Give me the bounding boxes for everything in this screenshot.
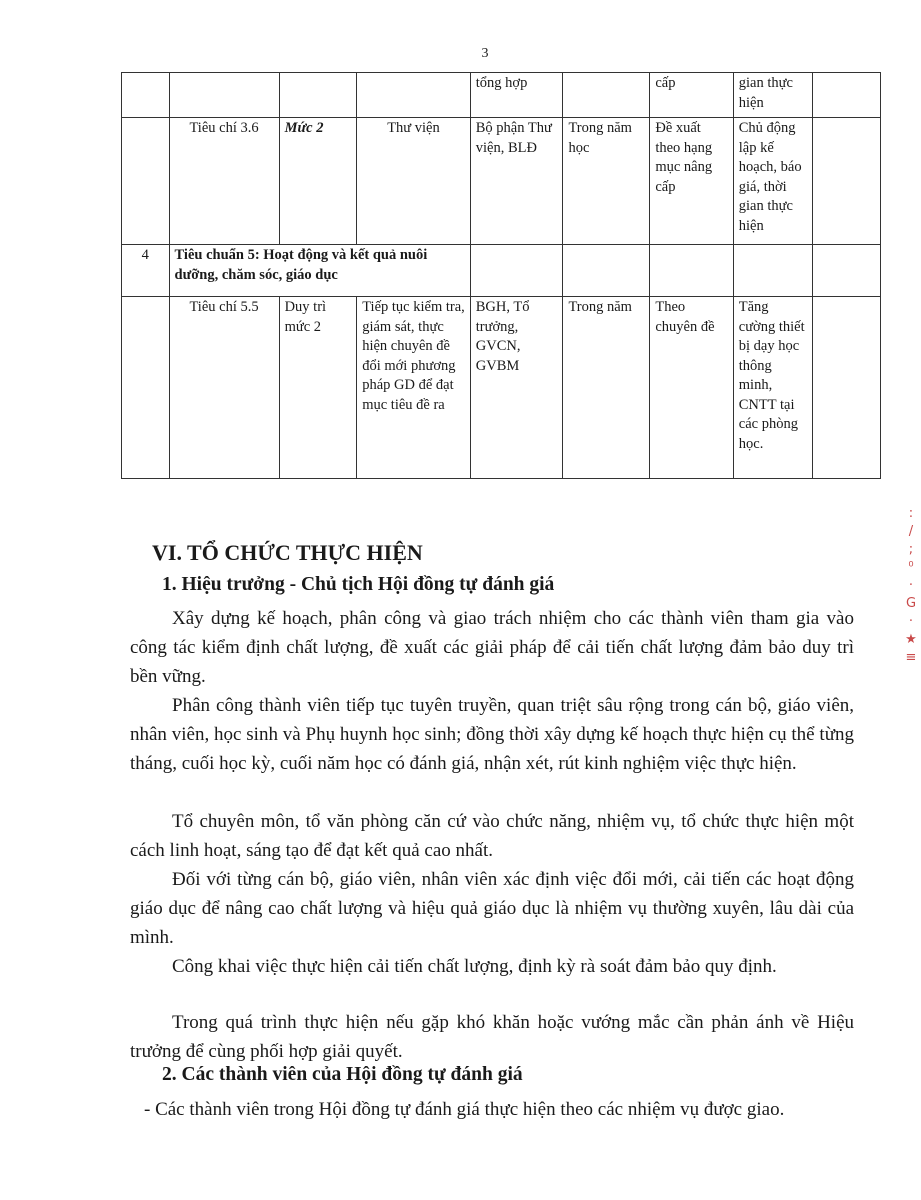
section-title: VI. TỔ CHỨC THỰC HIỆN	[152, 540, 423, 565]
paragraph: Xây dựng kế hoạch, phân công và giao trách nhiệm cho các thành viên tham gia vào công tác kiểm định chất lượng, đề xuất các giải pháp để cải tiến chất lượng đảm bảo duy trì bền vững.	[130, 608, 854, 687]
note-cell: Tăng cường thiết bị dạy học thông minh, CNTT tại các phòng học.	[733, 297, 812, 479]
subsection-title-members: 2. Các thành viên của Hội đồng tự đánh giá	[162, 1064, 523, 1085]
responsible-cell: BGH, Tổ trưởng, GVCN, GVBM	[470, 297, 563, 479]
table-cell	[169, 73, 279, 118]
table-row	[122, 118, 881, 245]
criterion-cell: Tiêu chí 3.6	[169, 118, 279, 245]
paragraph: Đối với từng cán bộ, giáo viên, nhân viên xác định việc đổi mới, cải tiến các hoạt động giáo dục để nâng cao chất lượng và hiệu quả giáo dục là nhiệm vụ thường xuyên, lâu dài của mình.	[130, 869, 854, 948]
table-cell	[122, 297, 170, 479]
content-cell: Thư viện	[357, 118, 471, 245]
table-cell	[122, 118, 170, 245]
plan-table	[121, 72, 881, 479]
time-cell: Trong năm học	[563, 118, 650, 245]
content-cell: Tiếp tục kiểm tra, giám sát, thực hiện chuyên đề đổi mới phương pháp GD để đạt mục tiêu đề ra	[357, 297, 471, 479]
table-cell	[812, 73, 880, 118]
table-cell	[812, 245, 880, 297]
table-row	[122, 245, 881, 297]
resource-cell: Đề xuất theo hạng mục nâng cấp	[650, 118, 733, 245]
table-cell	[279, 73, 357, 118]
paragraph: Trong quá trình thực hiện nếu gặp khó khăn hoặc vướng mắc cần phản ánh về Hiệu trưởng để cùng phối hợp giải quyết.	[130, 1012, 854, 1062]
table-row	[122, 73, 881, 118]
time-cell: Trong năm	[563, 297, 650, 479]
level-cell: Mức 2	[279, 118, 357, 245]
table-cell	[122, 73, 170, 118]
table-cell: tổng hợp	[470, 73, 563, 118]
responsible-cell: Bộ phận Thư viện, BLĐ	[470, 118, 563, 245]
table-cell	[470, 245, 563, 297]
table-cell	[563, 73, 650, 118]
paragraph: - Các thành viên trong Hội đồng tự đánh giá thực hiện theo các nhiệm vụ được giao.	[144, 1099, 785, 1120]
table-cell: gian thực hiện	[733, 73, 812, 118]
paragraph: Tổ chuyên môn, tổ văn phòng căn cứ vào chức năng, nhiệm vụ, tổ chức thực hiện một cách linh hoạt, sáng tạo để đạt kết quả cao nhất.	[130, 811, 854, 861]
table-cell: cấp	[650, 73, 733, 118]
table-cell	[812, 118, 880, 245]
table-cell	[650, 245, 733, 297]
criterion-cell: Tiêu chí 5.5	[169, 297, 279, 479]
seal-stamp-icon: : / ; ⁰ · G · ★ ≡	[905, 506, 917, 665]
table-row	[122, 297, 881, 479]
index-cell: 4	[122, 245, 170, 297]
table-cell	[733, 245, 812, 297]
page-number: 3	[481, 46, 489, 61]
note-cell: Chủ động lập kế hoạch, báo giá, thời gian thực hiện	[733, 118, 812, 245]
resource-cell: Theo chuyên đề	[650, 297, 733, 479]
level-cell: Duy trì mức 2	[279, 297, 357, 479]
standard-title-cell: Tiêu chuẩn 5: Hoạt động và kết quả nuôi dưỡng, chăm sóc, giáo dục	[169, 245, 470, 297]
table-cell	[357, 73, 471, 118]
table-cell	[812, 297, 880, 479]
paragraph: Phân công thành viên tiếp tục tuyên truyền, quan triệt sâu rộng trong cán bộ, giáo viên, nhân viên, học sinh và Phụ huynh học sinh; đồng thời xây dựng kế hoạch thực hiện cụ thể từng tháng, cuối học kỳ, cuối năm học có đánh giá, nhận xét, rút kinh nghiệm việc thực hiện.	[130, 695, 854, 774]
paragraph: Công khai việc thực hiện cải tiến chất lượng, định kỳ rà soát đảm bảo quy định.	[172, 956, 777, 977]
table-cell	[563, 245, 650, 297]
subsection-title-principal: 1. Hiệu trưởng - Chủ tịch Hội đồng tự đánh giá	[162, 574, 555, 595]
